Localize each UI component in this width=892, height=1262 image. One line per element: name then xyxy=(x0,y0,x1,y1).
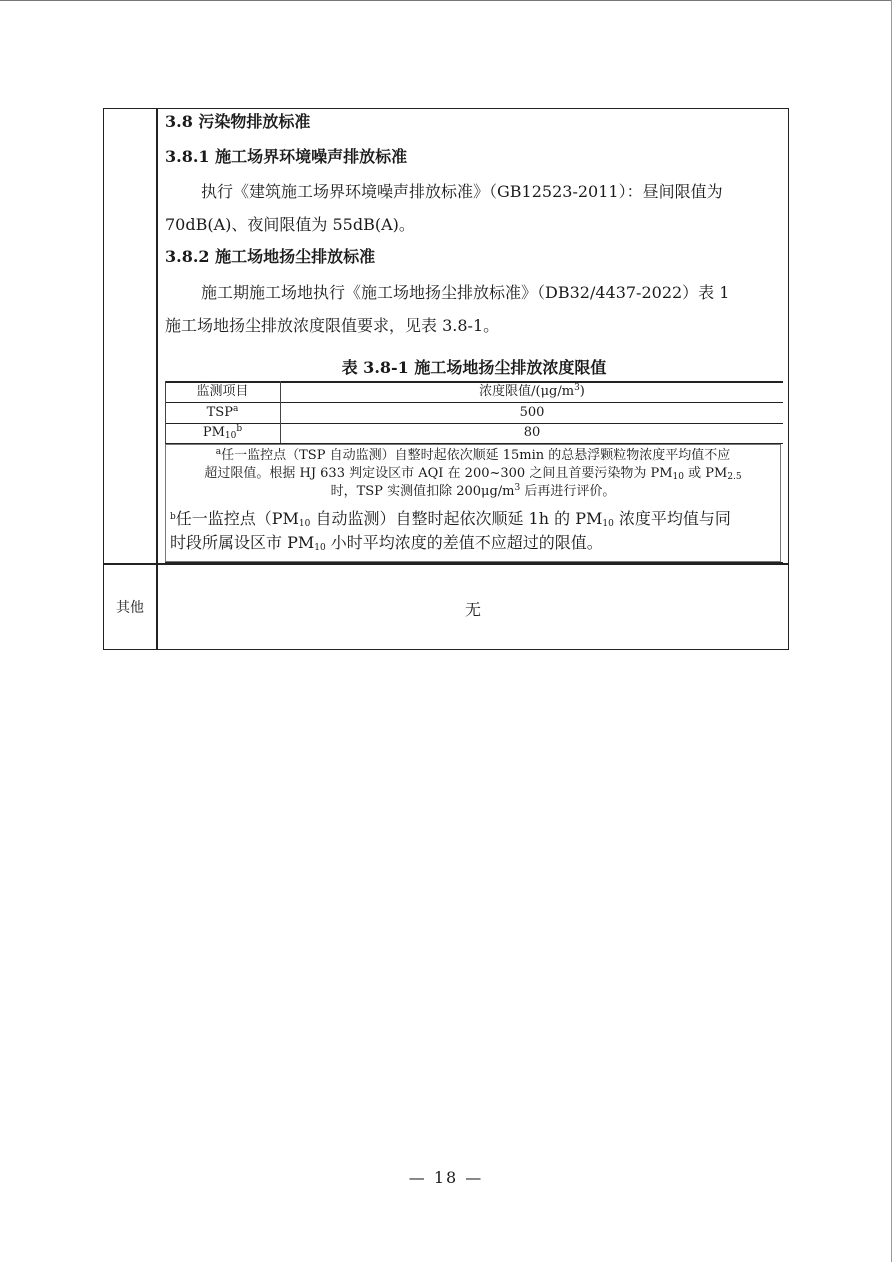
table-caption: 表 3.8-1 施工场地扬尘排放浓度限值 xyxy=(341,358,607,377)
dust-paragraph-line1: 施工期施工场地执行《施工场地扬尘排放标准》（DB32/4437-2022）表 1 xyxy=(201,283,730,302)
other-label: 其他 xyxy=(116,600,144,616)
note-b: $^b$任一监控点（$PM_{10}$ 自动监测）自整时起依次顺延 1h 的 $PM_{10}$ 浓度平均值与同 时段所属设区市 $PM_{10}$ 小时平均浓度的差值不应超过的限值。 xyxy=(170,509,731,553)
row-tsp-value: 500 xyxy=(519,405,545,420)
noise-paragraph-line1: 执行《建筑施工场界环境噪声排放标准》（GB12523-2011）：昼间限值为 xyxy=(201,182,723,201)
form-table xyxy=(103,108,789,650)
row-tsp-item: TSP$^a$ xyxy=(206,404,239,420)
row-pm10-value: 80 xyxy=(523,425,541,440)
column-divider xyxy=(156,109,158,649)
header-monitoring-item: 监测项目 xyxy=(196,384,249,399)
heading-3-8: 3.8 污染物排放标准 xyxy=(165,112,311,131)
notes-bottom-rule xyxy=(165,562,783,564)
table-notes xyxy=(165,444,781,562)
table-header-rule xyxy=(165,402,783,403)
other-value: 无 xyxy=(464,600,481,619)
top-border-line xyxy=(0,0,892,1)
page-number: — 18 — xyxy=(408,1168,484,1187)
noise-paragraph-line2: 70dB(A)、夜间限值为 55dB(A)。 xyxy=(165,215,415,234)
heading-3-8-2: 3.8.2 施工场地扬尘排放标准 xyxy=(165,247,376,266)
row-pm10-item: $PM_{10}^b$ xyxy=(202,424,243,441)
dust-paragraph-line2: 施工场地扬尘排放浓度限值要求，见表 3.8-1。 xyxy=(165,316,500,335)
header-concentration-limit: 浓度限值$/(\mu g/m^3)$ xyxy=(479,383,585,399)
heading-3-8-1: 3.8.1 施工场界环境噪声排放标准 xyxy=(165,147,408,166)
note-a: $^a$任一监控点（TSP 自动监测）自整时起依次顺延 15min 的总悬浮颗粒物浓度平均值不应 超过限值。根据 HJ 633 判定设区市 AQI 在 200~300 之间且首要污染物为 $PM_{10}$ 或 $PM_{2.5}$ 时，TSP 实测值扣除 $200\mu g/m^3$ 后再进行评价。 xyxy=(204,447,742,499)
